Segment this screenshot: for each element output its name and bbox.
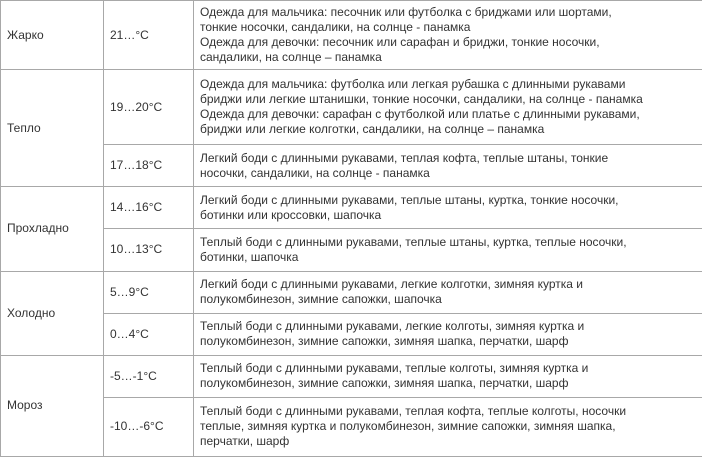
- table-row: [1, 313, 702, 355]
- description-line: Одежда для мальчика: футболка или легкая рубашка с длинными рукавами: [200, 77, 626, 92]
- temperature-range-cell: 10…13°C: [104, 229, 194, 271]
- temperature-range-cell: 5…9°C: [104, 271, 194, 313]
- description-line: Одежда для девочки: песочник или сарафан и бриджи, тонкие носочки,: [200, 35, 600, 50]
- description-line: Легкий боди с длинными рукавами, легкие колготки, зимняя куртка и: [200, 277, 583, 292]
- clothing-description-cell: [194, 397, 702, 456]
- clothing-description-cell: [194, 70, 702, 145]
- temperature-range-cell: 14…16°C: [104, 187, 194, 229]
- clothing-description-cell: [194, 187, 702, 229]
- temperature-range-cell: -5…-1°C: [104, 355, 194, 397]
- temperature-range-cell: 0…4°C: [104, 313, 194, 355]
- description-line: бриджи или легкие штанишки, тонкие носочки, сандалики, на солнце - панамка: [200, 92, 643, 107]
- temperature-range-cell: -10…-6°C: [104, 397, 194, 456]
- description-line: полукомбинезон, зимние сапожки, зимняя шапка, перчатки, шарф: [200, 334, 569, 349]
- weather-category-cell: Тепло: [1, 70, 104, 187]
- clothing-description-cell: [194, 145, 702, 187]
- description-line: ботинки или кроссовки, шапочка: [200, 207, 382, 222]
- weather-category-cell: Мороз: [1, 355, 104, 456]
- table-row: [1, 70, 702, 145]
- clothing-description-cell: [194, 355, 702, 397]
- description-line: перчатки, шарф: [200, 434, 290, 449]
- description-line: носочки, сандалики, на солнце - панамка: [200, 165, 430, 180]
- description-line: теплые, зимняя куртка и полукомбинезон, зимние сапожки, зимняя шапка,: [200, 419, 616, 434]
- description-line: Одежда для мальчика: песочник или футболка с бриджами или шортами,: [200, 5, 612, 20]
- table-body: [1, 1, 702, 457]
- weather-category-cell: Жарко: [1, 1, 104, 70]
- description-line: Легкий боди с длинными рукавами, теплые штаны, куртка, тонкие носочки,: [200, 192, 619, 207]
- temperature-range-cell: 19…20°C: [104, 70, 194, 145]
- table-row: [1, 187, 702, 229]
- table-row: [1, 1, 702, 70]
- table-row: [1, 145, 702, 187]
- clothing-description-cell: [194, 229, 702, 271]
- description-line: полукомбинезон, зимние сапожки, шапочка: [200, 292, 442, 307]
- clothing-description-cell: [194, 313, 702, 355]
- description-line: полукомбинезон, зимние сапожки, зимняя шапка, перчатки, шарф: [200, 376, 569, 391]
- weather-category-cell: Прохладно: [1, 187, 104, 271]
- table-row: [1, 397, 702, 456]
- clothing-description-cell: [194, 1, 702, 70]
- clothing-description-cell: [194, 271, 702, 313]
- description-line: Теплый боди с длинными рукавами, теплые колготы, зимняя куртка и: [200, 361, 589, 376]
- temperature-range-cell: 21…°C: [104, 1, 194, 70]
- description-line: бриджи или легкие колготки, сандалики, на солнце – панамка: [200, 122, 545, 137]
- description-line: Теплый боди с длинными рукавами, теплая кофта, теплые колготы, носочки: [200, 404, 627, 419]
- description-line: ботинки, шапочка: [200, 249, 299, 264]
- description-line: тонкие носочки, сандалики, на солнце - панамка: [200, 20, 471, 35]
- table-row: [1, 355, 702, 397]
- description-line: Легкий боди с длинными рукавами, теплая кофта, теплые штаны, тонкие: [200, 150, 609, 165]
- description-line: сандалики, на солнце – панамка: [200, 50, 382, 65]
- description-line: Одежда для девочки: сарафан с футболкой или платье с длинными рукавами,: [200, 107, 640, 122]
- weather-category-cell: Холодно: [1, 271, 104, 355]
- description-line: Теплый боди с длинными рукавами, легкие колготы, зимняя куртка и: [200, 319, 585, 334]
- description-line: Теплый боди с длинными рукавами, теплые штаны, куртка, теплые носочки,: [200, 234, 627, 249]
- table-row: [1, 229, 702, 271]
- temperature-range-cell: 17…18°C: [104, 145, 194, 187]
- table-row: [1, 271, 702, 313]
